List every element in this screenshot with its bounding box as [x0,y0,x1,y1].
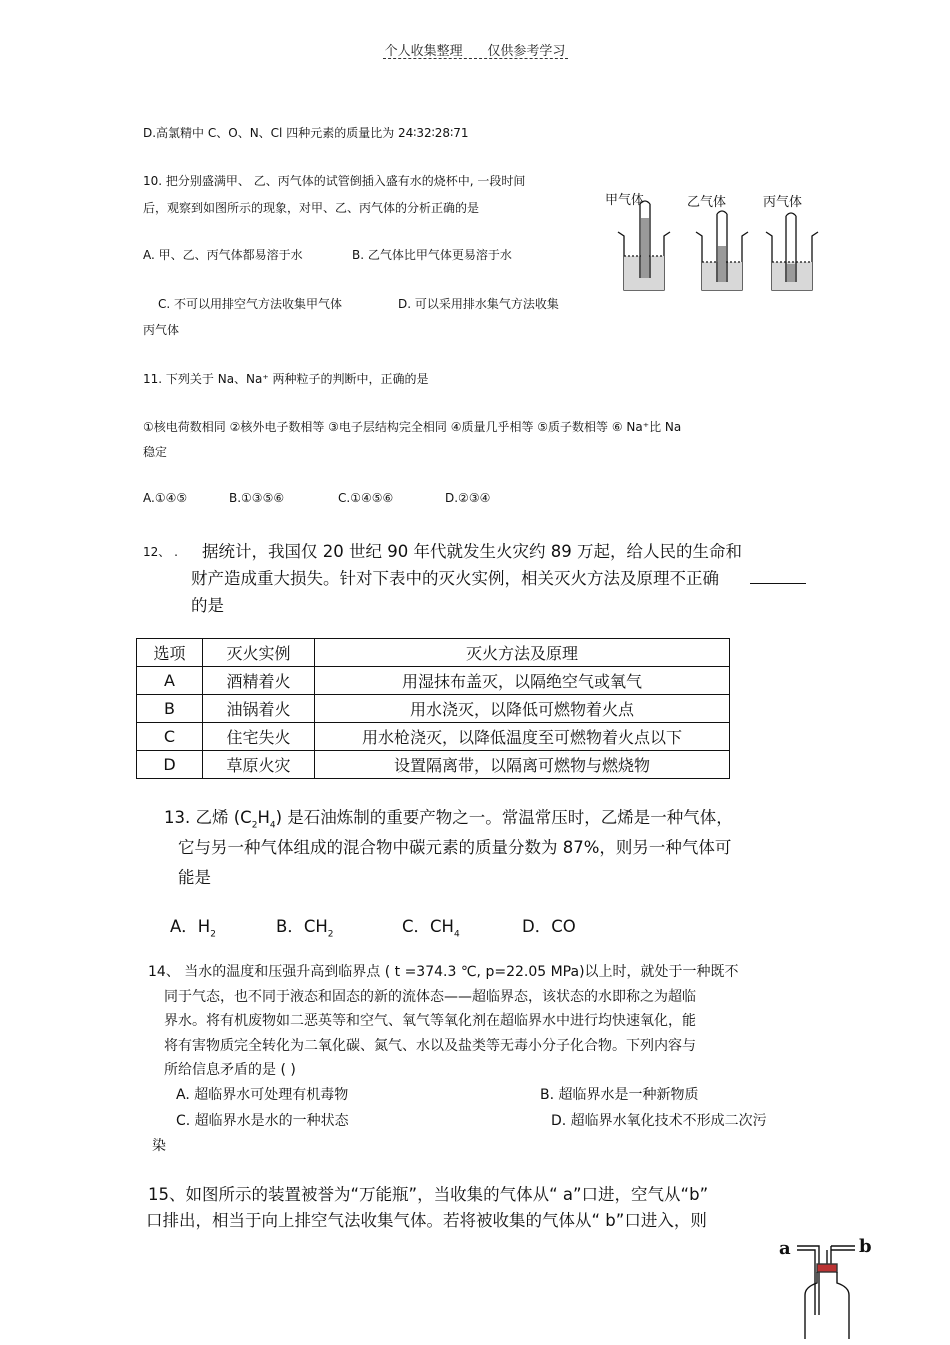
q14-option-b: B. 超临界水是一种新物质 [540,1087,699,1103]
beaker-bing [766,213,818,290]
table-header-row [137,639,730,667]
q13-sub1: 2 [251,820,258,831]
q15-line1: 15、如图所示的装置被誉为“万能瓶”，当收集的气体从“ a”口进，空气从“b” [148,1185,709,1204]
fire-table [136,638,730,779]
q15-line2: 口排出，相当于向上排空气法收集气体。若将被收集的气体从“ b”口进入，则 [146,1211,707,1230]
q10-option-b: B. 乙气体比甲气体更易溶于水 [352,248,512,262]
q11-option-c: C.①④⑤⑥ [338,491,394,505]
q14-option-d-cont: 染 [152,1138,166,1154]
q9-option-d: D.高氯精中 C、O、N、Cl 四种元素的质量比为 24∶32∶28∶71 [143,126,469,140]
q13-option-c-sub: 4 [453,929,460,940]
q14-line5: 所给信息矛盾的是 ( ) [164,1062,296,1078]
bottle-label-b: b [859,1236,872,1257]
q13-option-d: D．CO [522,917,576,936]
fig-label-jia: 甲气体 [605,193,645,208]
table-cell: C [137,723,203,751]
header-divider [383,58,568,59]
table-header-cell: 灭火方法及原理 [315,639,730,667]
table-cell: 住宅失火 [203,723,315,751]
q11-stem: 11. 下列关于 Na、Na⁺ 两种粒子的判断中，正确的是 [143,372,429,386]
q14-option-c: C. 超临界水是水的一种状态 [176,1113,349,1129]
q13-line1 [164,804,733,830]
q14-line4: 将有害物质完全转化为二氧化碳、氮气、水以及盐类等无毒小分子化合物。下列内容与 [164,1038,696,1054]
table-cell: 酒精着火 [203,667,315,695]
q14-option-a: A. 超临界水可处理有机毒物 [176,1087,349,1103]
q13-line3: 能是 [178,868,211,887]
header-right: 仅供参考学习 [487,44,566,59]
beaker-yi [696,211,748,290]
q11-items-cont: 稳定 [143,445,168,459]
q13-mid: H [257,808,270,827]
q10-line1: 10. 把分别盛满甲、 乙、丙气体的试管倒插入盛有水的烧杯中, 一段时间 [143,174,526,188]
table-cell: 用水枪浇灭，以降低温度至可燃物着火点以下 [315,723,730,751]
table-cell: 油锅着火 [203,695,315,723]
header-left: 个人收集整理 [384,44,463,59]
q14-line3: 界水。将有机废物如二恶英等和空气、氧气等氧化剂在超临界水中进行均快速氧化，能 [164,1013,696,1029]
q13-option-b-text: B．CH [276,917,328,936]
q13-line1-pre: 13. 乙烯 (C [164,808,252,827]
bottle-label-a: a [779,1238,791,1259]
table-cell: A [137,667,203,695]
table-cell: D [137,751,203,779]
q11-items: ①核电荷数相同 ②核外电子数相等 ③电子层结构完全相同 ④质量几乎相等 ⑤质子数相等 ⑥ Na⁺比 Na [143,420,682,434]
table-row [137,723,730,751]
answer-blank-line [750,583,806,584]
q13-option-b-sub: 2 [327,929,334,940]
q10-option-a: A. 甲、乙、丙气体都易溶于水 [143,248,303,262]
q11-option-a: A.①④⑤ [143,491,188,505]
table-cell: 用水浇灭，以降低可燃物着火点 [315,695,730,723]
q12-line1: 据统计，我国仅 20 世纪 90 年代就发生火灾约 89 万起，给人民的生命和 [202,542,742,561]
q13-line2: 它与另一种气体组成的混合物中碳元素的质量分数为 87%，则另一种气体可 [178,838,732,857]
universal-bottle-figure [775,1235,885,1340]
q14-line2: 同于气态，也不同于液态和固态的新的流体态——超临界态，该状态的水即称之为超临 [164,989,696,1005]
table-cell: 设置隔离带，以隔离可燃物与燃烧物 [315,751,730,779]
gas-tubes-figure [600,186,820,298]
table-cell: B [137,695,203,723]
q14-option-d: D. 超临界水氧化技术不形成二次污 [551,1113,767,1129]
q13-option-c [402,913,460,939]
q11-option-b: B.①③⑤⑥ [229,491,285,505]
beaker-jia [618,201,670,290]
table-row [137,695,730,723]
q14-line1: 14、 当水的温度和压强升高到临界点 ( t =374.3 ℃, p=22.05 MPa)以上时，就处于一种既不 [148,964,739,980]
q13-option-b [276,913,333,939]
q13-line1-post: ) 是石油炼制的重要产物之一。常温常压时，乙烯是一种气体， [275,808,733,827]
table-cell: 草原火灾 [203,751,315,779]
q13-option-a-sub: 2 [210,929,216,940]
q11-option-d: D.②③④ [445,491,491,505]
table-row [137,667,730,695]
table-header-cell: 选项 [137,639,203,667]
q12-line2: 财产造成重大损失。针对下表中的灭火实例，相关灭火方法及原理不正确 [191,569,719,588]
q13-option-c-text: C．CH [402,917,454,936]
q10-option-d: D. 可以采用排水集气方法收集 [398,297,559,311]
q13-option-a [170,913,216,939]
q13-sub2: 4 [269,820,276,831]
table-row [137,751,730,779]
q10-line2: 后，观察到如图所示的现象，对甲、乙、丙气体的分析正确的是 [143,201,480,215]
page-header [0,40,950,59]
table-cell: 用湿抹布盖灭，以隔绝空气或氧气 [315,667,730,695]
q12-line3: 的是 [191,596,224,615]
table-header-cell: 灭火实例 [203,639,315,667]
q13-option-a-text: A．H [170,917,211,936]
q10-option-d-cont: 丙气体 [143,323,180,337]
q10-option-c: C. 不可以用排空气方法收集甲气体 [158,297,343,311]
q12-number: 12、 . [143,545,178,559]
fig-label-yi: 乙气体 [687,195,727,210]
fig-label-bing: 丙气体 [763,195,803,210]
